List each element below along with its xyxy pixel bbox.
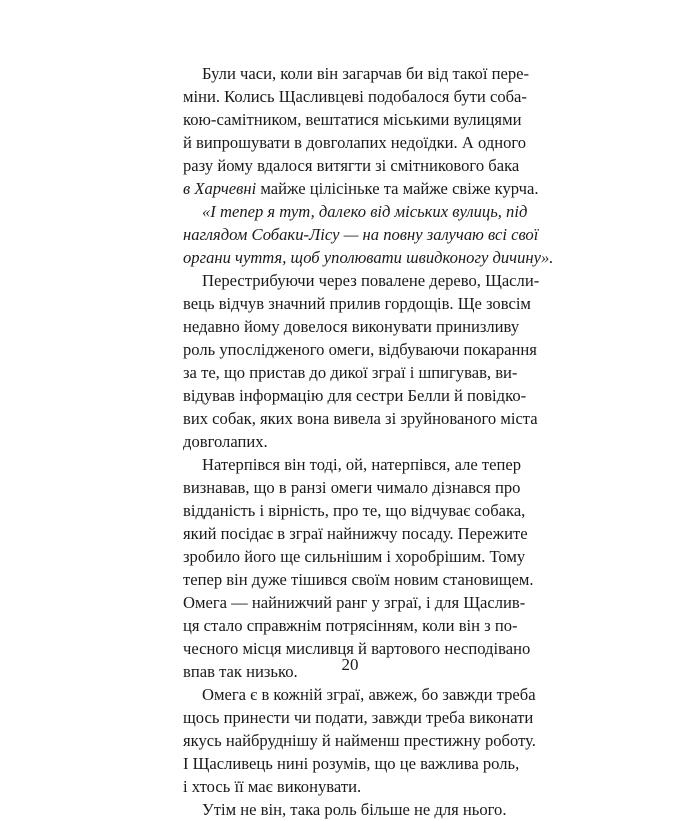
text-line: Перестрибуючи через повалене дерево, Щасли- — [202, 271, 540, 290]
book-page-text — [183, 62, 554, 821]
paragraph-1 — [183, 62, 539, 200]
text-line: відував інформацію для сестри Белли й повідко- — [183, 386, 527, 405]
text-line: І Щасливець нині розумів, що це важлива роль, — [183, 754, 520, 773]
italic-place-name: в Харчевні — [183, 179, 257, 198]
text-line: кою-самітником, вештатися міськими вулицями — [183, 110, 522, 129]
text-line: і хтось її має виконувати. — [183, 777, 362, 796]
text-line: недавно йому довелося виконувати принизливу — [183, 317, 520, 336]
text-line: впав так низько. — [183, 662, 298, 681]
text-line: Натерпівся він тоді, ой, натерпівся, але тепер — [202, 455, 522, 474]
text-line: Утім не він, така роль більше не для нього. — [202, 800, 507, 819]
text-line: міни. Колись Щасливцеві подобалося бути соба- — [183, 87, 527, 106]
paragraph-4 — [183, 453, 534, 683]
text-line: «І тепер я тут, далеко від міських вулиць, під — [202, 202, 528, 221]
text-line: вець відчув значний прилив гордощів. Ще зовсім — [183, 294, 531, 313]
text-line — [183, 177, 539, 200]
text-line: Омега — найнижчий ранг у зграї, і для Щаслив- — [183, 593, 526, 612]
text-line: вих собак, яких вона вивела зі зруйнованого міста — [183, 409, 538, 428]
text-line: наглядом Собаки-Лісу — на повну залучаю всі свої — [183, 225, 539, 244]
text-line: визнавав, що в ранзі омеги чимало дізнався про — [183, 478, 521, 497]
text-line: Омега є в кожній зграї, авжеж, бо завжди треба — [202, 685, 536, 704]
text-line: який посідає в зграї найнижчу посаду. Пережите — [183, 524, 528, 543]
paragraph-5 — [183, 683, 536, 798]
paragraph-2-italic-thought — [183, 200, 554, 269]
text-line: за те, що пристав до дикої зграї і шпигував, ви- — [183, 363, 518, 382]
text-line: довголапих. — [183, 432, 268, 451]
text-line: тепер він дуже тішився своїм новим становищем. — [183, 570, 534, 589]
paragraph-3 — [183, 269, 540, 453]
text-line: відданість і вірність, про те, що відчуває собака, — [183, 501, 526, 520]
text-line: якусь найбруднішу й найменш престижну роботу. — [183, 731, 536, 750]
text-line: ця стало справжнім потрясінням, коли він з по- — [183, 616, 518, 635]
text-line: Були часи, коли він загарчав би від такої пере- — [202, 64, 530, 83]
text-line: органи чуття, щоб уполювати швидконогу дичину». — [183, 248, 554, 267]
page-number: 20 — [341, 655, 359, 674]
paragraph-6 — [183, 798, 515, 821]
text-line: роль упослідженого омеги, відбуваючи покарання — [183, 340, 537, 359]
text-line: разу йому вдалося витягти зі смітникового бака — [183, 156, 520, 175]
text-line: й випрошувати в довголапих недоїдки. А одного — [183, 133, 527, 152]
text-line: чесного місця мисливця й вартового несподівано — [183, 639, 531, 658]
text-line: щось принести чи подати, завжди треба виконати — [183, 708, 534, 727]
text-fragment: майже цілісіньке та майже свіже курча. — [256, 179, 539, 198]
text-line: зробило його ще сильнішим і хоробрішим. Тому — [183, 547, 526, 566]
